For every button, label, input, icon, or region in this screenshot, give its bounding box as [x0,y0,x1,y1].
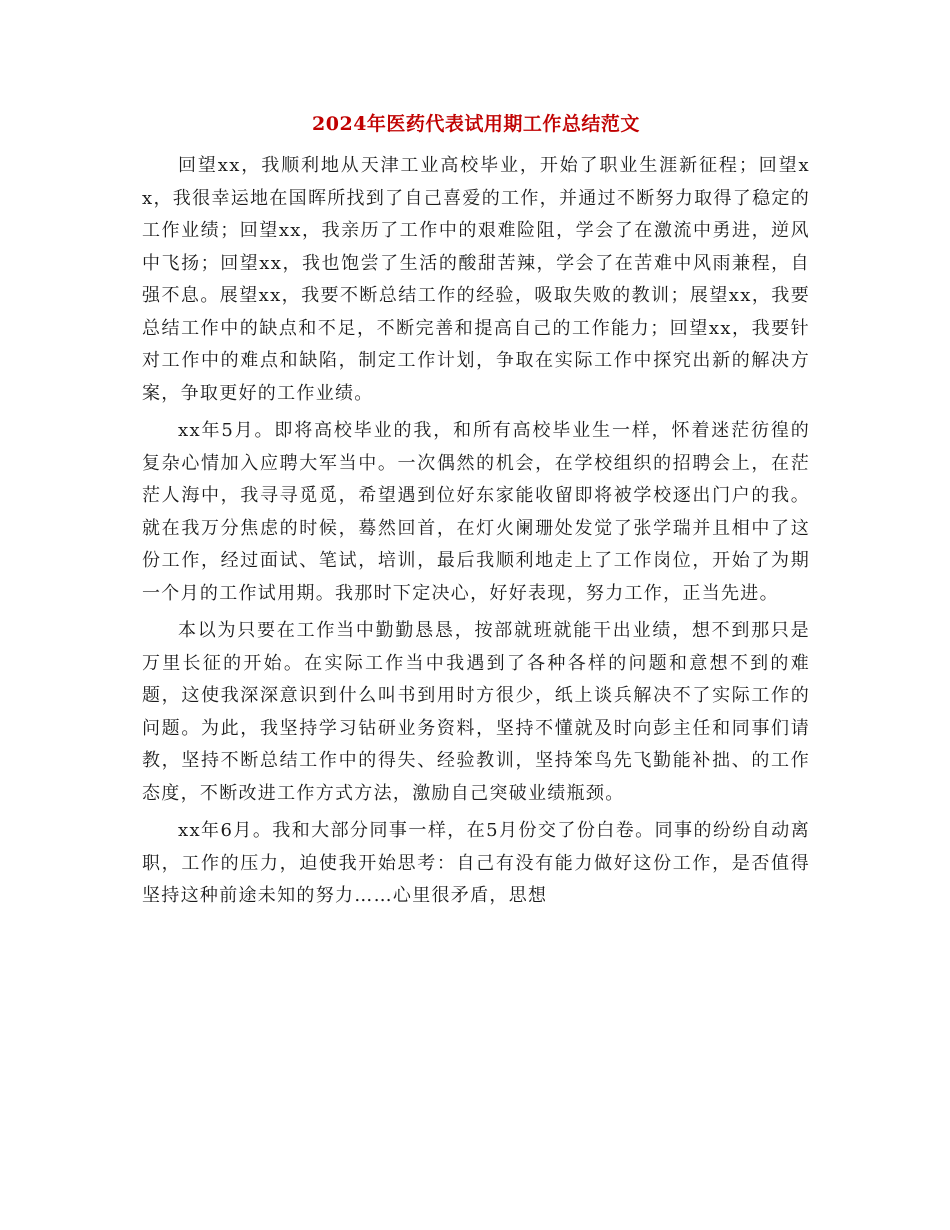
document-page [142,110,810,918]
paragraph-4: xx年6月。我和大部分同事一样，在5月份交了份白卷。同事的纷纷自动离职，工作的压力，迫使我开始思考：自己有没有能力做好这份工作，是否值得坚持这种前途未知的努力……心里很矛盾，思想 [142,820,810,906]
paragraph-1: 回望xx，我顺利地从天津工业高校毕业，开始了职业生涯新征程；回望xx，我很幸运地在国晖所找到了自己喜爱的工作，并通过不断努力取得了稳定的工作业绩；回望xx，我亲历了工作中的艰难险阻，学会了在激流中勇进，逆风中飞扬；回望xx，我也饱尝了生活的酸甜苦辣，学会了在苦难中风雨兼程，自强不息。展望xx，我要不断总结工作的经验，吸取失败的教训；展望xx，我要总结工作中的缺点和不足，不断完善和提高自己的工作能力；回望xx，我要针对工作中的难点和缺陷，制定工作计划，争取在实际工作中探究出新的解决方案，争取更好的工作业绩。 [142,155,810,404]
paragraph-3: 本以为只要在工作当中勤勤恳恳，按部就班就能干出业绩，想不到那只是万里长征的开始。在实际工作当中我遇到了各种各样的问题和意想不到的难题，这使我深深意识到什么叫书到用时方很少，纸上谈兵解决不了实际工作的问题。为此，我坚持学习钻研业务资料，坚持不懂就及时向彭主任和同事们请教，坚持不断总结工作中的得失、经验教训，坚持笨鸟先飞勤能补拙、的工作态度，不断改进工作方式方法，激励自己突破业绩瓶颈。 [142,620,810,804]
paragraph-2: xx年5月。即将高校毕业的我，和所有高校毕业生一样，怀着迷茫彷徨的复杂心情加入应聘大军当中。一次偶然的机会，在学校组织的招聘会上，在茫茫人海中，我寻寻觅觅，希望遇到位好东家能收留即将被学校逐出门户的我。就在我万分焦虑的时候，蓦然回首，在灯火阑珊处发觉了张学瑞并且相中了这份工作，经过面试、笔试，培训，最后我顺利地走上了工作岗位，开始了为期一个月的工作试用期。我那时下定决心，好好表现，努力工作，正当先进。 [142,420,810,604]
document-title: 2024年医药代表试用期工作总结范文 [312,113,640,135]
